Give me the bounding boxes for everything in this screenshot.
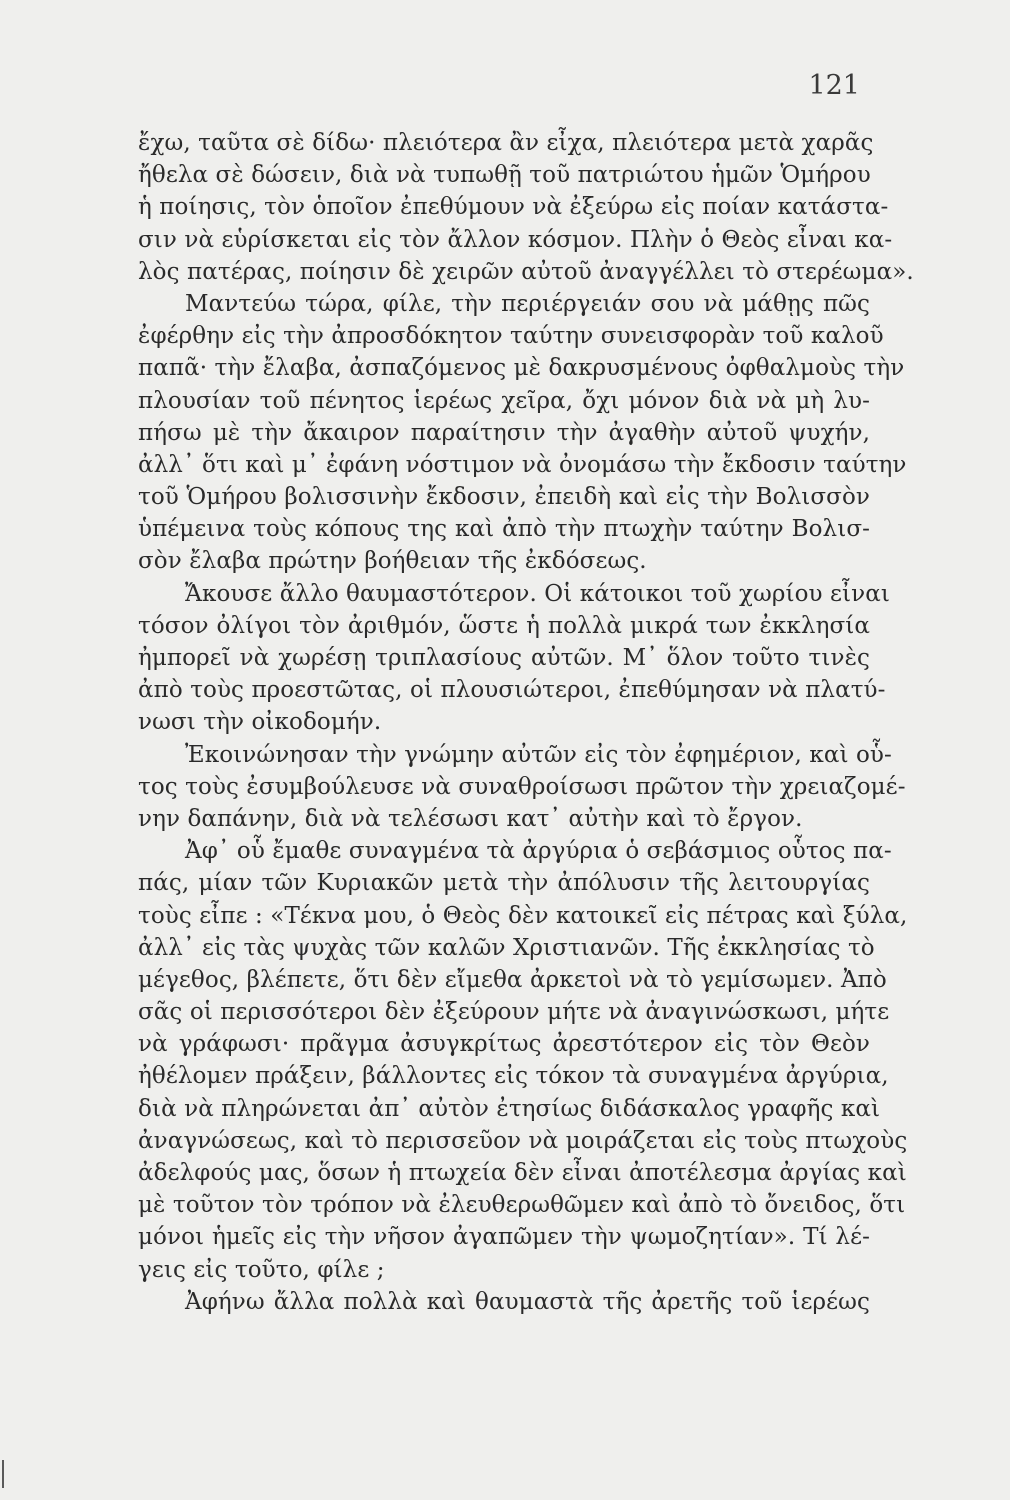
text-line: μέγεθος, βλέπετε, ὅτι δὲν εἴμεθα ἀρκετοὶ νὰ τὸ γεμίσωμεν. Ἀπὸ xyxy=(138,966,887,993)
text-line: ἔχω, ταῦτα σὲ δίδω· πλειότερα ἂν εἶχα, πλειότερα μετὰ χαρᾶς xyxy=(138,130,874,156)
text-line: μόνοι ἡμεῖς εἰς τὴν νῆσον ἀγαπῶμεν τὴν ψωμοζητίαν». Τί λέ- xyxy=(138,1224,870,1251)
text-line: σὸν ἔλαβα πρώτην βοήθειαν τῆς ἐκδόσεως. xyxy=(138,548,647,575)
text-line: ἤθελα σὲ δώσειν, διὰ νὰ τυπωθῇ τοῦ πατριώτου ἡμῶν Ὁμήρου xyxy=(138,162,871,189)
text-line: Ἐκοινώνησαν τὴν γνώμην αὐτῶν εἰς τὸν ἐφημέριον, καὶ οὗ- xyxy=(185,741,892,768)
text-line: πάς, μίαν τῶν Κυριακῶν μετὰ τὴν ἀπόλυσιν τῆς λειτουργίας xyxy=(138,870,870,897)
text-line: τόσον ὀλίγοι τὸν ἀριθμόν, ὥστε ἡ πολλὰ μικρά των ἐκκλησία xyxy=(138,612,870,639)
text-line: ἡ ποίησις, τὸν ὁποῖον ἐπεθύμουν νὰ ἐξεύρω εἰς ποίαν κατάστα- xyxy=(138,194,889,221)
text-line: τοὺς εἶπε : «Τέκνα μου, ὁ Θεὸς δὲν κατοικεῖ εἰς πέτρας καὶ ξύλα, xyxy=(138,902,908,929)
text-line: Μαντεύω τώρα, φίλε, τὴν περιέργειάν σου νὰ μάθῃς πῶς xyxy=(185,290,870,317)
text-line: ὑπέμεινα τοὺς κόπους της καὶ ἀπὸ τὴν πτωχὴν ταύτην Βολισ- xyxy=(138,516,870,543)
text-line: πήσω μὲ τὴν ἄκαιρον παραίτησιν τὴν ἀγαθὴν αὐτοῦ ψυχήν, xyxy=(138,419,870,446)
body-text xyxy=(138,127,914,1318)
text-line: ἠθέλομεν πράξειν, βάλλοντες εἰς τόκον τὰ συναγμένα ἀργύρια, xyxy=(138,1063,889,1090)
text-line: Ἀφήνω ἄλλα πολλὰ καὶ θαυμαστὰ τῆς ἀρετῆς τοῦ ἱερέως xyxy=(185,1288,870,1315)
text-line: ἀπὸ τοὺς προεστῶτας, οἱ πλουσιώτεροι, ἐπεθύμησαν νὰ πλατύ- xyxy=(138,677,886,704)
text-line: παπᾶ· τὴν ἔλαβα, ἀσπαζόμενος μὲ δακρυσμένους ὀφθαλμοὺς τὴν xyxy=(138,355,905,382)
text-line: γεις εἰς τοῦτο, φίλε ; xyxy=(138,1256,385,1283)
text-line: νὰ γράφωσι· πρᾶγμα ἀσυγκρίτως ἀρεστότερον εἰς τὸν Θεὸν xyxy=(138,1031,870,1058)
text-line: ἠμπορεῖ νὰ χωρέσῃ τριπλασίους αὐτῶν. Μ᾽ ὅλον τοῦτο τινὲς xyxy=(138,645,870,671)
text-line: μὲ τοῦτον τὸν τρόπον νὰ ἐλευθερωθῶμεν καὶ ἀπὸ τὸ ὄνειδος, ὅτι xyxy=(138,1192,906,1219)
text-line: σᾶς οἱ περισσότεροι δὲν ἐξεύρουν μήτε νὰ ἀναγινώσκωσι, μήτε xyxy=(138,999,890,1026)
text-line: τος τοὺς ἐσυμβούλευσε νὰ συναθροίσωσι πρῶτον τὴν χρειαζομέ- xyxy=(138,773,906,800)
margin-mark xyxy=(2,1460,4,1488)
page-number: 121 xyxy=(808,70,860,101)
text-line: Ἄκουσε ἄλλο θαυμαστότερον. Οἱ κάτοικοι τοῦ χωρίου εἶναι xyxy=(185,580,891,607)
text-line: ἀδελφούς μας, ὅσων ἡ πτωχεία δὲν εἶναι ἀποτέλεσμα ἀργίας καὶ xyxy=(138,1160,907,1186)
text-line: τοῦ Ὁμήρου βολισσινὴν ἔκδοσιν, ἐπειδὴ καὶ εἰς τὴν Βολισσὸν xyxy=(138,484,870,511)
text-line: νωσι τὴν οἰκοδομήν. xyxy=(138,709,382,736)
text-line: ἀναγνώσεως, καὶ τὸ περισσεῦον νὰ μοιράζεται εἰς τοὺς πτωχοὺς xyxy=(138,1127,908,1154)
text-line: ἐφέρθην εἰς τὴν ἀπροσδόκητον ταύτην συνεισφορὰν τοῦ καλοῦ xyxy=(138,323,884,350)
text-line: διὰ νὰ πληρώνεται ἀπ᾽ αὐτὸν ἐτησίως διδάσκαλος γραφῆς καὶ xyxy=(138,1095,881,1122)
text-line: νην δαπάνην, διὰ νὰ τελέσωσι κατ᾽ αὐτὴν καὶ τὸ ἔργον. xyxy=(138,805,803,832)
text-line: λὸς πατέρας, ποίησιν δὲ χειρῶν αὐτοῦ ἀναγγέλλει τὸ στερέωμα». xyxy=(138,258,914,285)
text-line: σιν νὰ εὑρίσκεται εἰς τὸν ἄλλον κόσμον. Πλὴν ὁ Θεὸς εἶναι κα- xyxy=(138,226,893,253)
text-line: ἀλλ᾽ ὅτι καὶ μ᾽ ἐφάνη νόστιμον νὰ ὀνομάσω τὴν ἔκδοσιν ταύτην xyxy=(138,451,907,478)
text-line: Ἀφ᾽ οὗ ἔμαθε συναγμένα τὰ ἀργύρια ὁ σεβάσμιος οὗτος πα- xyxy=(185,838,892,865)
text-line: ἀλλ᾽ εἰς τὰς ψυχὰς τῶν καλῶν Χριστιανῶν. Τῆς ἐκκλησίας τὸ xyxy=(138,934,875,961)
text-line: πλουσίαν τοῦ πένητος ἱερέως χεῖρα, ὄχι μόνον διὰ νὰ μὴ λυ- xyxy=(138,387,870,414)
